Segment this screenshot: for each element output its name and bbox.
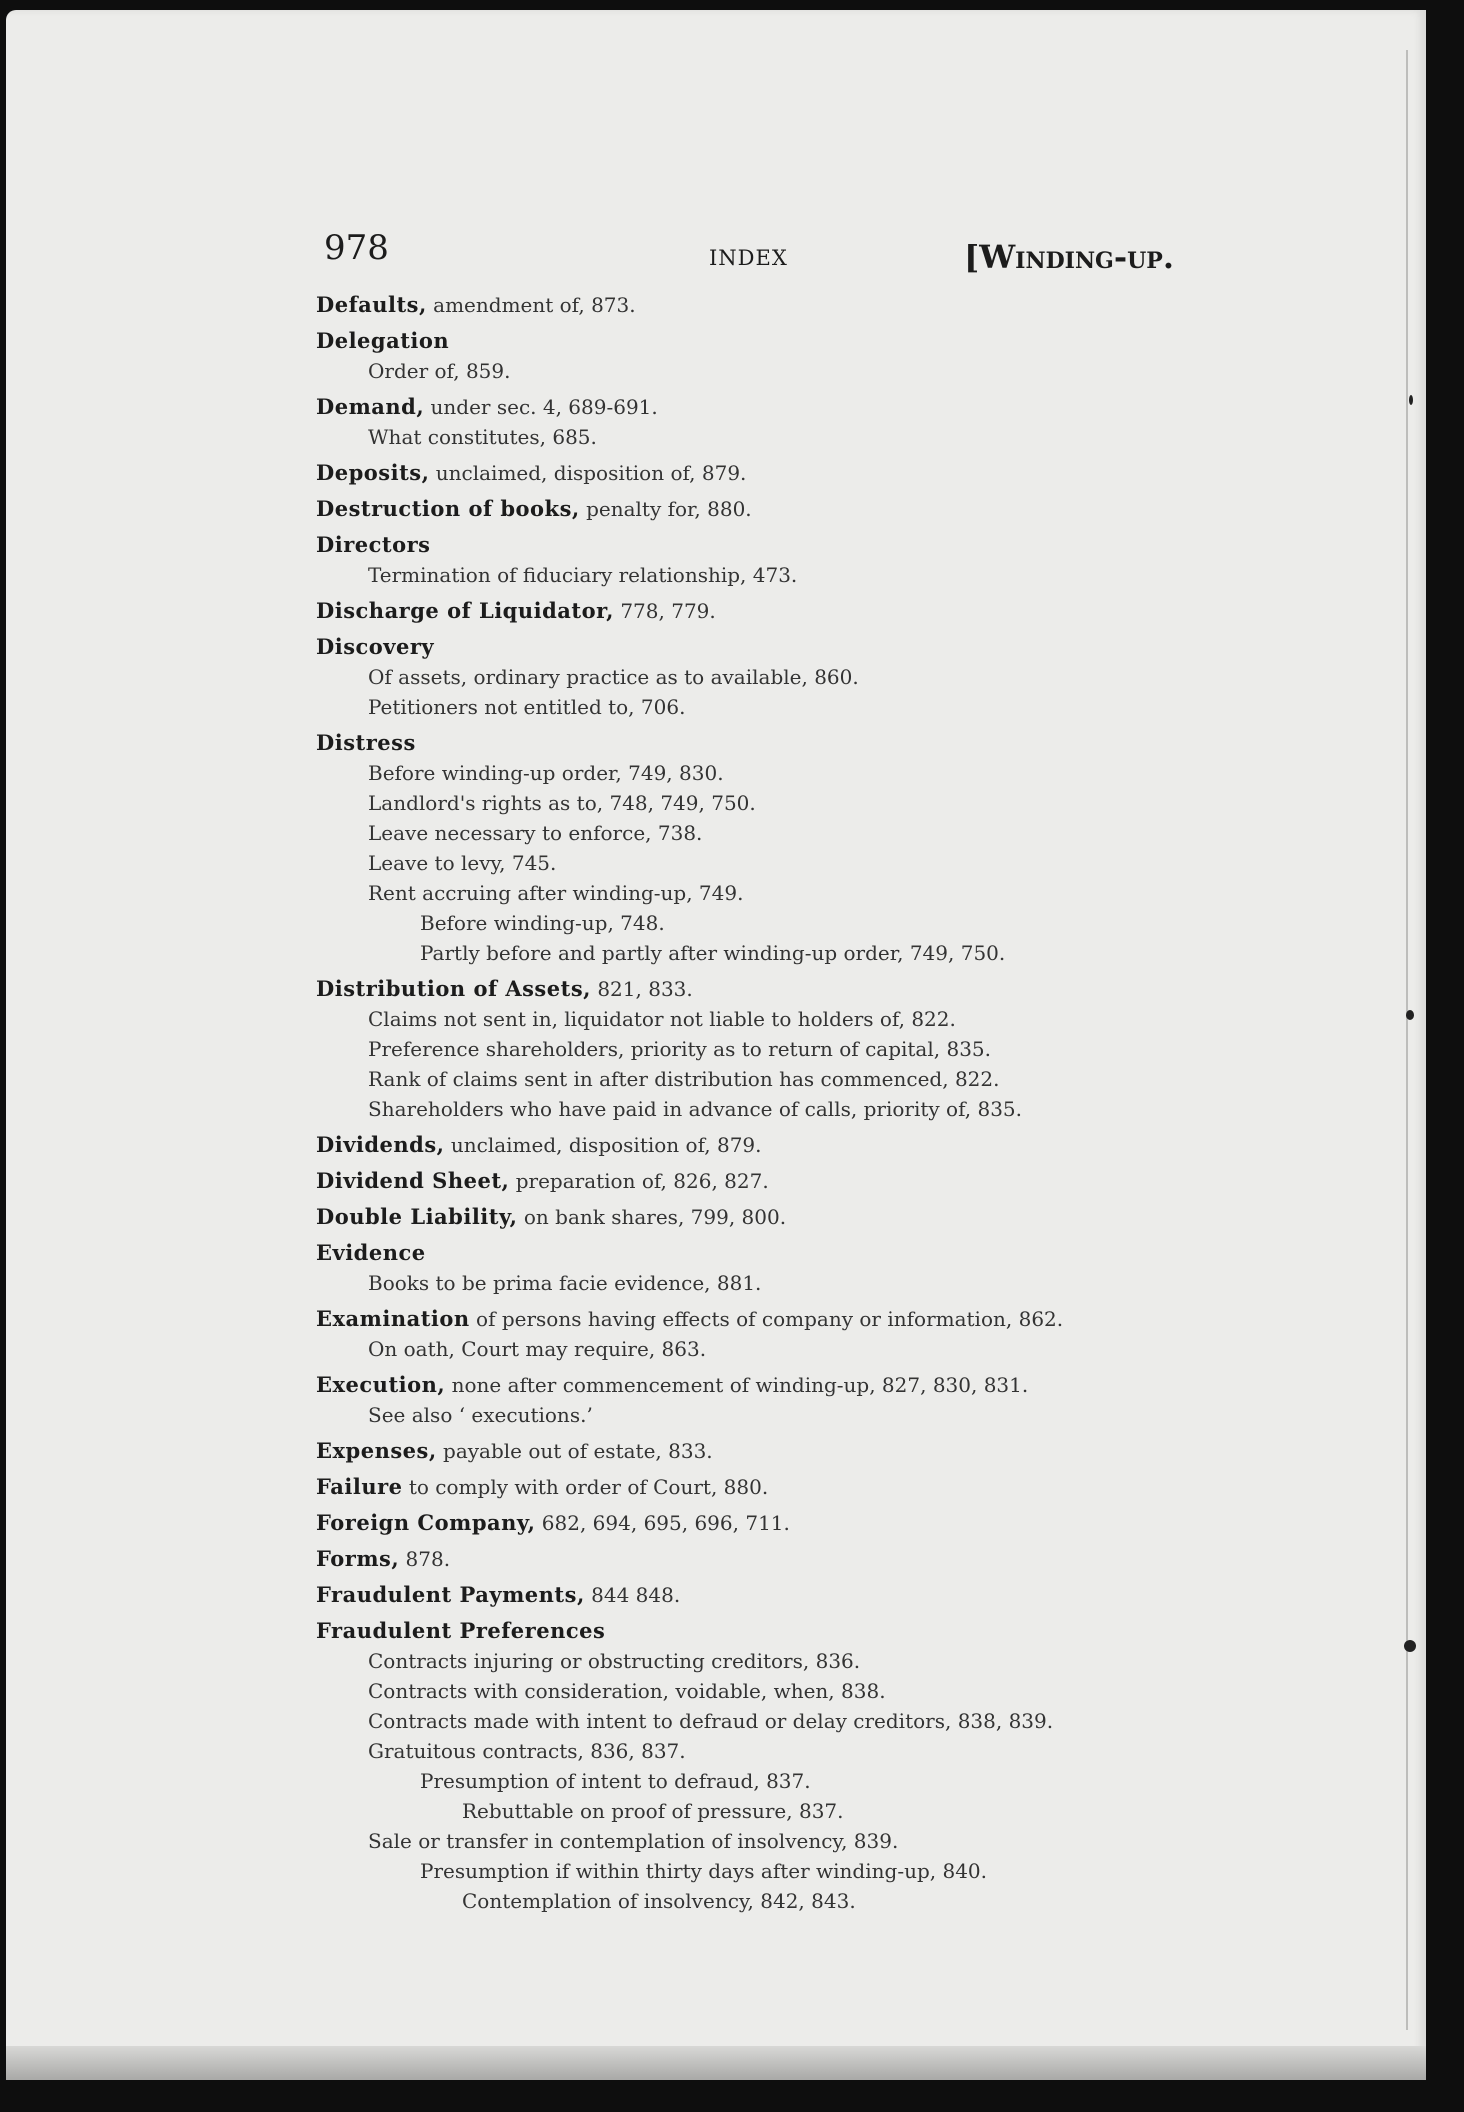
index-entry (316, 530, 1176, 560)
entry-text: On oath, Court may require, 863. (368, 1337, 707, 1361)
entry-text: Before winding-up, 748. (420, 911, 665, 935)
index-entry (316, 458, 1176, 488)
page-bottom-edge (6, 2046, 1426, 2080)
entry-text: of persons having effects of company or information, 862. (469, 1307, 1064, 1331)
entry-text: Before winding-up order, 749, 830. (368, 761, 724, 785)
index-subentry (316, 878, 1176, 908)
entry-term: Execution, (316, 1372, 446, 1397)
index-entry (316, 1166, 1176, 1196)
entry-term: Delegation (316, 328, 450, 353)
index-entry (316, 632, 1176, 662)
entry-term: Examination (316, 1306, 470, 1331)
entry-text: on bank shares, 799, 800. (517, 1205, 787, 1229)
entry-text: unclaimed, disposition of, 879. (429, 461, 747, 485)
entry-text: Gratuitous contracts, 836, 837. (368, 1739, 686, 1763)
margin-mark (1404, 1640, 1416, 1652)
index-subentry (316, 1676, 1176, 1706)
entry-term: Foreign Company, (316, 1510, 536, 1535)
page-fold-shadow (1406, 50, 1408, 2030)
section-heading: [Winding-up. (964, 238, 1174, 276)
index-subentry (316, 692, 1176, 722)
index-subentry (316, 1796, 1176, 1826)
entry-text: Contracts made with intent to defraud or delay creditors, 838, 839. (368, 1709, 1054, 1733)
entry-text: What constitutes, 685. (368, 425, 597, 449)
index-subentry (316, 1646, 1176, 1676)
entry-text: Petitioners not entitled to, 706. (368, 695, 686, 719)
index-subentry (316, 1094, 1176, 1124)
index-subentry (316, 908, 1176, 938)
index-subentry (316, 818, 1176, 848)
entry-text: 878. (399, 1547, 451, 1571)
entry-text: Claims not sent in, liquidator not liable to holders of, 822. (368, 1007, 956, 1031)
entry-text: Preference shareholders, priority as to return of capital, 835. (368, 1037, 991, 1061)
entry-text: Landlord's rights as to, 748, 749, 750. (368, 791, 756, 815)
entry-term: Directors (316, 532, 431, 557)
index-entry (316, 1238, 1176, 1268)
entry-term: Distribution of Assets, (316, 976, 591, 1001)
entry-text: See also ‘ executions.’ (368, 1403, 593, 1427)
index-subentry (316, 1400, 1176, 1430)
entry-text: Order of, 859. (368, 359, 511, 383)
entry-text: Books to be prima facie evidence, 881. (368, 1271, 762, 1295)
index-subentry (316, 1856, 1176, 1886)
index-subentry (316, 1064, 1176, 1094)
index-entry (316, 326, 1176, 356)
index-entry (316, 596, 1176, 626)
margin-mark (1406, 1010, 1414, 1020)
entry-text: Contemplation of insolvency, 842, 843. (462, 1889, 856, 1913)
entry-text: Sale or transfer in contemplation of insolvency, 839. (368, 1829, 899, 1853)
index-subentry (316, 1886, 1176, 1916)
index-subentry (316, 1766, 1176, 1796)
entry-text: Contracts with consideration, voidable, when, 838. (368, 1679, 886, 1703)
index-entry (316, 1508, 1176, 1538)
index-subentry (316, 848, 1176, 878)
entry-text: Partly before and partly after winding-up order, 749, 750. (420, 941, 1006, 965)
index-entry (316, 1130, 1176, 1160)
index-subentry (316, 422, 1176, 452)
index-subentry (316, 356, 1176, 386)
entry-text: Leave necessary to enforce, 738. (368, 821, 703, 845)
index-entry (316, 392, 1176, 422)
entry-term: Evidence (316, 1240, 426, 1265)
index-entry (316, 1436, 1176, 1466)
entry-text: Contracts injuring or obstructing creditors, 836. (368, 1649, 861, 1673)
index-subentry (316, 1826, 1176, 1856)
entry-text: Leave to levy, 745. (368, 851, 557, 875)
entry-text: 821, 833. (590, 977, 693, 1001)
index-entry (316, 494, 1176, 524)
entry-text: none after commencement of winding-up, 827, 830, 831. (445, 1373, 1029, 1397)
entry-text: Of assets, ordinary practice as to available, 860. (368, 665, 859, 689)
index-subentry (316, 1268, 1176, 1298)
entry-text: Rent accruing after winding-up, 749. (368, 881, 744, 905)
entry-term: Discharge of Liquidator, (316, 598, 614, 623)
entry-term: Expenses, (316, 1438, 437, 1463)
entry-text: penalty for, 880. (579, 497, 752, 521)
entry-term: Fraudulent Payments, (316, 1582, 585, 1607)
entry-text: to comply with order of Court, 880. (402, 1475, 769, 1499)
entry-term: Failure (316, 1474, 403, 1499)
index-subentry (316, 1706, 1176, 1736)
margin-mark (1409, 395, 1413, 405)
index-entry (316, 1472, 1176, 1502)
index-subentry (316, 1736, 1176, 1766)
index-subentry (316, 1034, 1176, 1064)
index-subentry (316, 662, 1176, 692)
index-subentry (316, 560, 1176, 590)
entry-term: Deposits, (316, 460, 430, 485)
index-entry (316, 728, 1176, 758)
index-entry (316, 1580, 1176, 1610)
page-header (324, 228, 1174, 278)
entry-term: Defaults, (316, 292, 427, 317)
entry-term: Distress (316, 730, 416, 755)
entry-text: Presumption of intent to defraud, 837. (420, 1769, 811, 1793)
index-subentry (316, 788, 1176, 818)
entry-term: Fraudulent Preferences (316, 1618, 606, 1643)
entry-term: Dividends, (316, 1132, 445, 1157)
entry-term: Forms, (316, 1546, 400, 1571)
index-entry (316, 974, 1176, 1004)
index-entry (316, 1616, 1176, 1646)
entry-text: preparation of, 826, 827. (509, 1169, 769, 1193)
index-entry (316, 1304, 1176, 1334)
page-number: 978 (324, 228, 389, 268)
index-subentry (316, 1004, 1176, 1034)
book-page (6, 10, 1426, 2080)
entry-text: 682, 694, 695, 696, 711. (535, 1511, 790, 1535)
index-entry (316, 290, 1176, 320)
index-entry (316, 1202, 1176, 1232)
entry-text: Presumption if within thirty days after winding-up, 840. (420, 1859, 988, 1883)
entry-text: Rank of claims sent in after distribution has commenced, 822. (368, 1067, 1000, 1091)
entry-term: Destruction of books, (316, 496, 580, 521)
entry-text: amendment of, 873. (426, 293, 636, 317)
index-entries (316, 290, 1176, 1916)
entry-text: under sec. 4, 689-691. (424, 395, 658, 419)
running-head: INDEX (709, 246, 788, 270)
index-subentry (316, 758, 1176, 788)
entry-text: 844 848. (584, 1583, 681, 1607)
entry-term: Double Liability, (316, 1204, 518, 1229)
index-subentry (316, 1334, 1176, 1364)
entry-text: 778, 779. (613, 599, 716, 623)
entry-term: Demand, (316, 394, 425, 419)
entry-text: unclaimed, disposition of, 879. (444, 1133, 762, 1157)
index-entry (316, 1370, 1176, 1400)
entry-text: Shareholders who have paid in advance of calls, priority of, 835. (368, 1097, 1023, 1121)
index-entry (316, 1544, 1176, 1574)
entry-term: Discovery (316, 634, 435, 659)
index-subentry (316, 938, 1176, 968)
entry-text: payable out of estate, 833. (436, 1439, 713, 1463)
entry-text: Termination of fiduciary relationship, 473. (368, 563, 798, 587)
entry-term: Dividend Sheet, (316, 1168, 510, 1193)
entry-text: Rebuttable on proof of pressure, 837. (462, 1799, 844, 1823)
